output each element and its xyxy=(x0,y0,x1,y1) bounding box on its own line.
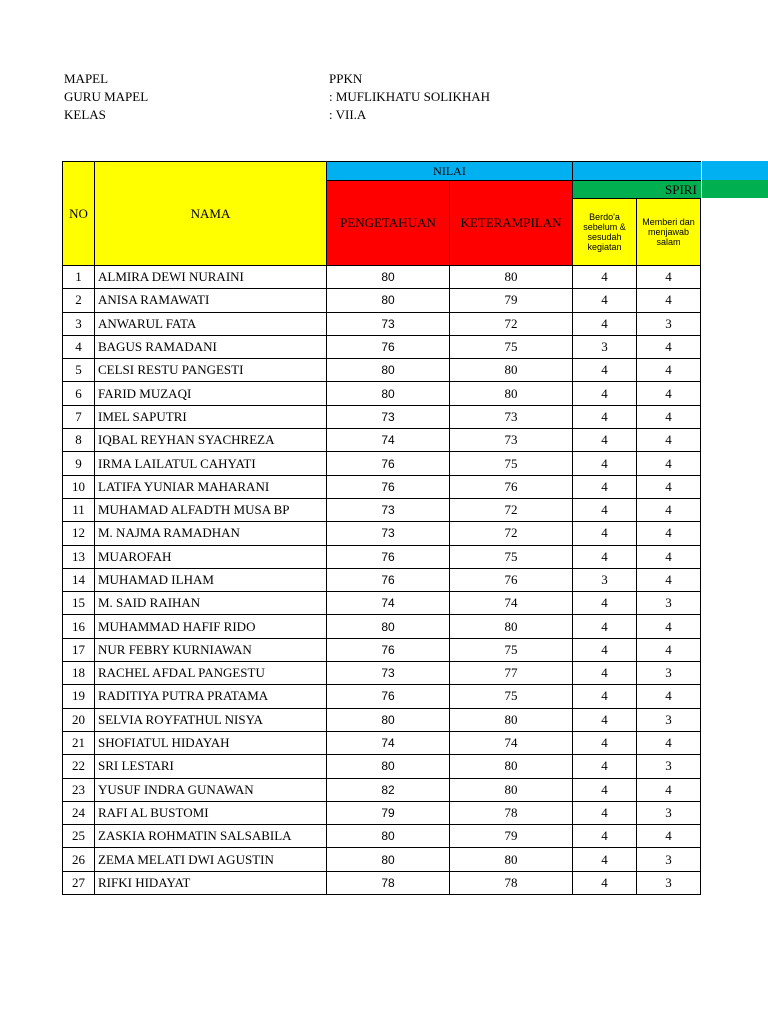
row-keterampilan: 75 xyxy=(450,335,573,358)
row-keterampilan: 80 xyxy=(450,708,573,731)
row-berdoa: 4 xyxy=(573,801,637,824)
table-row xyxy=(63,755,701,778)
row-berdoa: 4 xyxy=(573,825,637,848)
row-pengetahuan: 80 xyxy=(327,359,450,382)
row-keterampilan: 75 xyxy=(450,685,573,708)
row-berdoa: 4 xyxy=(573,405,637,428)
row-pengetahuan: 76 xyxy=(327,475,450,498)
table-row xyxy=(63,708,701,731)
row-keterampilan: 76 xyxy=(450,568,573,591)
row-salam: 4 xyxy=(637,638,701,661)
col-header-berdoa: Berdo'a sebelum & sesudah kegiatan xyxy=(573,199,637,266)
row-no: 9 xyxy=(63,452,95,475)
row-keterampilan: 73 xyxy=(450,429,573,452)
row-no: 17 xyxy=(63,638,95,661)
row-nama: ZASKIA ROHMATIN SALSABILA xyxy=(95,825,327,848)
row-no: 15 xyxy=(63,592,95,615)
table-row xyxy=(63,266,701,289)
row-no: 1 xyxy=(63,266,95,289)
row-no: 21 xyxy=(63,731,95,754)
row-salam: 4 xyxy=(637,731,701,754)
row-pengetahuan: 76 xyxy=(327,545,450,568)
col-header-no: NO xyxy=(63,162,95,266)
row-nama: MUHAMAD ILHAM xyxy=(95,568,327,591)
row-berdoa: 4 xyxy=(573,708,637,731)
row-pengetahuan: 73 xyxy=(327,312,450,335)
table-row xyxy=(63,359,701,382)
table-row xyxy=(63,825,701,848)
row-no: 13 xyxy=(63,545,95,568)
row-no: 12 xyxy=(63,522,95,545)
row-nama: FARID MUZAQI xyxy=(95,382,327,405)
row-pengetahuan: 76 xyxy=(327,568,450,591)
table-row xyxy=(63,801,701,824)
row-berdoa: 4 xyxy=(573,848,637,871)
row-no: 5 xyxy=(63,359,95,382)
row-nama: RADITIYA PUTRA PRATAMA xyxy=(95,685,327,708)
row-salam: 3 xyxy=(637,662,701,685)
row-salam: 4 xyxy=(637,266,701,289)
table-row xyxy=(63,289,701,312)
row-berdoa: 4 xyxy=(573,615,637,638)
row-salam: 4 xyxy=(637,498,701,521)
row-pengetahuan: 80 xyxy=(327,266,450,289)
row-keterampilan: 77 xyxy=(450,662,573,685)
group-header-blank xyxy=(573,162,701,181)
row-no: 7 xyxy=(63,405,95,428)
kelas-label: KELAS xyxy=(64,107,106,122)
row-keterampilan: 78 xyxy=(450,871,573,894)
row-nama: RAFI AL BUSTOMI xyxy=(95,801,327,824)
row-no: 24 xyxy=(63,801,95,824)
row-nama: SHOFIATUL HIDAYAH xyxy=(95,731,327,754)
row-pengetahuan: 80 xyxy=(327,382,450,405)
row-pengetahuan: 74 xyxy=(327,429,450,452)
row-keterampilan: 75 xyxy=(450,452,573,475)
row-berdoa: 4 xyxy=(573,545,637,568)
table-row xyxy=(63,568,701,591)
col-header-pengetahuan: PENGETAHUAN xyxy=(327,181,450,266)
row-berdoa: 4 xyxy=(573,755,637,778)
row-keterampilan: 75 xyxy=(450,638,573,661)
row-pengetahuan: 79 xyxy=(327,801,450,824)
row-pengetahuan: 74 xyxy=(327,731,450,754)
row-nama: ZEMA MELATI DWI AGUSTIN xyxy=(95,848,327,871)
row-keterampilan: 74 xyxy=(450,592,573,615)
mapel-label: MAPEL xyxy=(64,71,109,86)
row-pengetahuan: 73 xyxy=(327,662,450,685)
row-salam: 4 xyxy=(637,475,701,498)
row-no: 2 xyxy=(63,289,95,312)
row-pengetahuan: 76 xyxy=(327,638,450,661)
row-nama: M. NAJMA RAMADHAN xyxy=(95,522,327,545)
row-keterampilan: 79 xyxy=(450,825,573,848)
row-nama: IRMA LAILATUL CAHYATI xyxy=(95,452,327,475)
row-salam: 4 xyxy=(637,359,701,382)
row-berdoa: 4 xyxy=(573,731,637,754)
table-row xyxy=(63,871,701,894)
row-keterampilan: 80 xyxy=(450,266,573,289)
row-keterampilan: 76 xyxy=(450,475,573,498)
row-nama: BAGUS RAMADANI xyxy=(95,335,327,358)
row-berdoa: 4 xyxy=(573,429,637,452)
row-no: 4 xyxy=(63,335,95,358)
table-row xyxy=(63,475,701,498)
row-pengetahuan: 74 xyxy=(327,592,450,615)
row-keterampilan: 79 xyxy=(450,289,573,312)
row-keterampilan: 80 xyxy=(450,615,573,638)
row-pengetahuan: 80 xyxy=(327,848,450,871)
row-nama: RACHEL AFDAL PANGESTU xyxy=(95,662,327,685)
row-keterampilan: 74 xyxy=(450,731,573,754)
table-row xyxy=(63,685,701,708)
row-nama: IQBAL REYHAN SYACHREZA xyxy=(95,429,327,452)
row-nama: MUAROFAH xyxy=(95,545,327,568)
row-salam: 3 xyxy=(637,801,701,824)
col-header-keterampilan: KETERAMPILAN xyxy=(450,181,573,266)
row-keterampilan: 80 xyxy=(450,848,573,871)
grades-table xyxy=(62,161,701,895)
table-row xyxy=(63,731,701,754)
row-berdoa: 3 xyxy=(573,335,637,358)
row-salam: 3 xyxy=(637,708,701,731)
row-pengetahuan: 80 xyxy=(327,825,450,848)
row-salam: 4 xyxy=(637,522,701,545)
row-nama: SELVIA ROYFATHUL NISYA xyxy=(95,708,327,731)
row-berdoa: 4 xyxy=(573,475,637,498)
row-berdoa: 4 xyxy=(573,685,637,708)
row-pengetahuan: 80 xyxy=(327,755,450,778)
row-nama: SRI LESTARI xyxy=(95,755,327,778)
table-row xyxy=(63,382,701,405)
row-salam: 4 xyxy=(637,545,701,568)
row-no: 16 xyxy=(63,615,95,638)
row-salam: 3 xyxy=(637,312,701,335)
row-salam: 4 xyxy=(637,778,701,801)
row-salam: 3 xyxy=(637,755,701,778)
row-salam: 4 xyxy=(637,289,701,312)
row-pengetahuan: 73 xyxy=(327,498,450,521)
row-nama: M. SAID RAIHAN xyxy=(95,592,327,615)
row-pengetahuan: 76 xyxy=(327,685,450,708)
row-berdoa: 4 xyxy=(573,452,637,475)
group-header-spiritual: SPIRI xyxy=(573,181,701,199)
row-nama: ANISA RAMAWATI xyxy=(95,289,327,312)
row-no: 10 xyxy=(63,475,95,498)
row-nama: ALMIRA DEWI NURAINI xyxy=(95,266,327,289)
row-keterampilan: 80 xyxy=(450,778,573,801)
table-row xyxy=(63,312,701,335)
row-berdoa: 4 xyxy=(573,871,637,894)
guru-value: : MUFLIKHATU SOLIKHAH xyxy=(329,89,491,104)
row-berdoa: 4 xyxy=(573,498,637,521)
row-pengetahuan: 73 xyxy=(327,522,450,545)
row-no: 25 xyxy=(63,825,95,848)
row-berdoa: 4 xyxy=(573,289,637,312)
table-row xyxy=(63,848,701,871)
row-salam: 3 xyxy=(637,871,701,894)
table-row xyxy=(63,405,701,428)
row-keterampilan: 75 xyxy=(450,545,573,568)
col-header-nama: NAMA xyxy=(95,162,327,266)
row-berdoa: 3 xyxy=(573,568,637,591)
row-berdoa: 4 xyxy=(573,522,637,545)
row-salam: 4 xyxy=(637,382,701,405)
row-berdoa: 4 xyxy=(573,382,637,405)
row-no: 19 xyxy=(63,685,95,708)
row-nama: CELSI RESTU PANGESTI xyxy=(95,359,327,382)
spiritual-header-extension xyxy=(702,180,768,198)
row-salam: 4 xyxy=(637,685,701,708)
row-no: 3 xyxy=(63,312,95,335)
row-berdoa: 4 xyxy=(573,662,637,685)
row-no: 11 xyxy=(63,498,95,521)
row-salam: 4 xyxy=(637,405,701,428)
row-nama: NUR FEBRY KURNIAWAN xyxy=(95,638,327,661)
row-nama: RIFKI HIDAYAT xyxy=(95,871,327,894)
row-keterampilan: 80 xyxy=(450,359,573,382)
row-pengetahuan: 80 xyxy=(327,708,450,731)
col-header-memberi-salam: Memberi dan menjawab salam xyxy=(637,199,701,266)
table-row xyxy=(63,429,701,452)
table-row xyxy=(63,335,701,358)
row-nama: YUSUF INDRA GUNAWAN xyxy=(95,778,327,801)
row-no: 22 xyxy=(63,755,95,778)
row-keterampilan: 72 xyxy=(450,312,573,335)
row-berdoa: 4 xyxy=(573,778,637,801)
row-no: 18 xyxy=(63,662,95,685)
nilai-header-extension xyxy=(702,161,768,180)
row-berdoa: 4 xyxy=(573,592,637,615)
row-no: 14 xyxy=(63,568,95,591)
row-no: 20 xyxy=(63,708,95,731)
guru-label: GURU MAPEL xyxy=(64,89,149,104)
row-salam: 4 xyxy=(637,568,701,591)
row-pengetahuan: 80 xyxy=(327,289,450,312)
row-nama: ANWARUL FATA xyxy=(95,312,327,335)
row-keterampilan: 78 xyxy=(450,801,573,824)
table-row xyxy=(63,615,701,638)
row-berdoa: 4 xyxy=(573,359,637,382)
mapel-value: PPKN xyxy=(329,71,363,86)
row-pengetahuan: 78 xyxy=(327,871,450,894)
row-no: 8 xyxy=(63,429,95,452)
group-header-nilai: NILAI xyxy=(327,162,573,181)
row-pengetahuan: 80 xyxy=(327,615,450,638)
row-no: 6 xyxy=(63,382,95,405)
row-berdoa: 4 xyxy=(573,266,637,289)
row-nama: IMEL SAPUTRI xyxy=(95,405,327,428)
table-row xyxy=(63,545,701,568)
row-no: 23 xyxy=(63,778,95,801)
row-salam: 4 xyxy=(637,615,701,638)
row-salam: 4 xyxy=(637,452,701,475)
row-keterampilan: 72 xyxy=(450,522,573,545)
row-no: 26 xyxy=(63,848,95,871)
row-pengetahuan: 73 xyxy=(327,405,450,428)
kelas-value: : VII.A xyxy=(329,107,367,122)
row-keterampilan: 80 xyxy=(450,382,573,405)
table-row xyxy=(63,452,701,475)
row-pengetahuan: 76 xyxy=(327,452,450,475)
row-keterampilan: 72 xyxy=(450,498,573,521)
row-no: 27 xyxy=(63,871,95,894)
row-salam: 4 xyxy=(637,335,701,358)
row-berdoa: 4 xyxy=(573,638,637,661)
row-nama: MUHAMAD ALFADTH MUSA BP xyxy=(95,498,327,521)
row-keterampilan: 73 xyxy=(450,405,573,428)
row-salam: 4 xyxy=(637,825,701,848)
table-row xyxy=(63,638,701,661)
row-keterampilan: 80 xyxy=(450,755,573,778)
row-pengetahuan: 82 xyxy=(327,778,450,801)
row-salam: 3 xyxy=(637,592,701,615)
table-row xyxy=(63,778,701,801)
table-row xyxy=(63,498,701,521)
row-nama: LATIFA YUNIAR MAHARANI xyxy=(95,475,327,498)
row-berdoa: 4 xyxy=(573,312,637,335)
table-row xyxy=(63,592,701,615)
row-salam: 4 xyxy=(637,429,701,452)
row-nama: MUHAMMAD HAFIF RIDO xyxy=(95,615,327,638)
row-salam: 3 xyxy=(637,848,701,871)
row-pengetahuan: 76 xyxy=(327,335,450,358)
table-row xyxy=(63,662,701,685)
table-row xyxy=(63,522,701,545)
